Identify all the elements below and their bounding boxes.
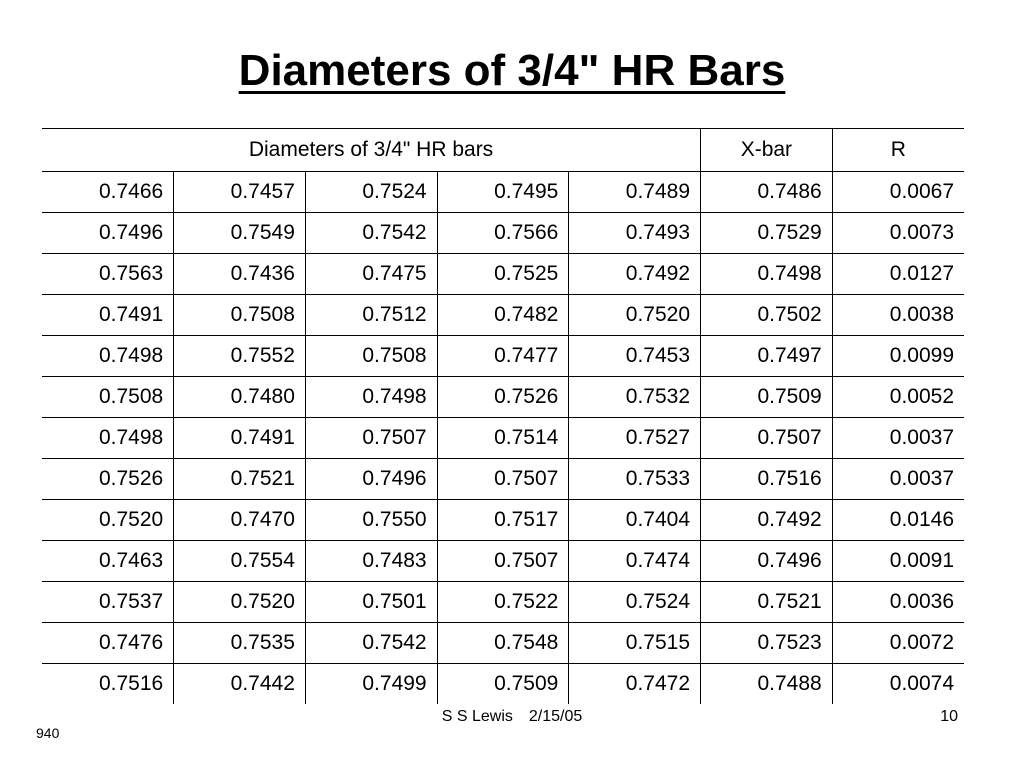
x-bar-cell: 0.7498 (701, 254, 833, 295)
x-bar-cell: 0.7521 (701, 582, 833, 623)
diameter-cell: 0.7480 (174, 377, 306, 418)
diameter-cell: 0.7552 (174, 336, 306, 377)
diameter-cell: 0.7466 (42, 172, 174, 213)
diameter-cell: 0.7477 (437, 336, 569, 377)
range-cell: 0.0073 (832, 213, 964, 254)
table-row (42, 459, 964, 500)
diameter-cell: 0.7491 (174, 418, 306, 459)
diameter-cell: 0.7476 (42, 623, 174, 664)
diameter-cell: 0.7516 (98, 672, 164, 695)
diameter-cell: 0.7474 (569, 541, 701, 582)
table-row (42, 541, 964, 582)
diameter-cell: 0.7563 (42, 254, 174, 295)
range-cell: 0.0036 (832, 582, 964, 623)
diameter-cell: 0.7533 (569, 459, 701, 500)
diameter-cell: 0.7515 (569, 623, 701, 664)
header-r: R (832, 129, 964, 172)
diameter-cell: 0.7507 (305, 418, 437, 459)
diameter-cell: 0.7508 (42, 377, 174, 418)
diameter-cell: 0.7524 (569, 582, 701, 623)
footer-date: 2/15/05 (528, 708, 583, 725)
diameter-cell: 0.7436 (174, 254, 306, 295)
diameter-cell: 0.7522 (437, 582, 569, 623)
table-row (42, 418, 964, 459)
diameter-cell: 0.7517 (437, 500, 569, 541)
diameter-cell: 0.7498 (42, 336, 174, 377)
slide-footer (0, 708, 1024, 726)
table-body (42, 172, 964, 705)
diameter-cell: 0.7496 (305, 459, 437, 500)
diameters-table (42, 128, 964, 704)
range-cell: 0.0091 (832, 541, 964, 582)
x-bar-cell: 0.7492 (701, 500, 833, 541)
range-cell: 0.0099 (832, 336, 964, 377)
header-x-bar: X-bar (701, 129, 833, 172)
diameter-cell: 0.7507 (437, 459, 569, 500)
x-bar-cell: 0.7488 (701, 664, 833, 705)
table-row (42, 500, 964, 541)
table-row (42, 172, 964, 213)
diameter-cell: 0.7535 (174, 623, 306, 664)
diameter-cell: 0.7491 (42, 295, 174, 336)
diameter-cell: 0.7525 (437, 254, 569, 295)
diameter-cell: 0.7404 (569, 500, 701, 541)
diameter-cell: 0.7508 (174, 295, 306, 336)
diameter-cell: 0.7527 (569, 418, 701, 459)
diameter-cell: 0.7514 (437, 418, 569, 459)
diameter-cell: 0.7475 (305, 254, 437, 295)
range-cell: 0.0037 (832, 418, 964, 459)
diameter-cell: 0.7554 (174, 541, 306, 582)
range-cell: 0.0067 (832, 172, 964, 213)
slide-title: Diameters of 3/4" HR Bars (238, 46, 786, 95)
diameter-cell: 0.7512 (305, 295, 437, 336)
diameter-cell: 0.7532 (569, 377, 701, 418)
x-bar-cell: 0.7486 (701, 172, 833, 213)
diameter-cell: 0.7495 (437, 172, 569, 213)
table-row (42, 623, 964, 664)
table-row (42, 336, 964, 377)
diameter-cell: 0.7492 (569, 254, 701, 295)
x-bar-cell: 0.7529 (701, 213, 833, 254)
diameter-cell: 0.7526 (437, 377, 569, 418)
diameter-cell: 0.7542 (305, 623, 437, 664)
x-bar-cell: 0.7509 (701, 377, 833, 418)
diameter-cell: 0.7470 (174, 500, 306, 541)
diameter-cell: 0.7542 (305, 213, 437, 254)
x-bar-cell: 0.7497 (701, 336, 833, 377)
diameter-cell: 0.7457 (174, 172, 306, 213)
diameter-cell: 0.7548 (437, 623, 569, 664)
diameter-cell: 0.7508 (305, 336, 437, 377)
slide-title-wrap (0, 46, 1024, 96)
range-cell: 0.0038 (832, 295, 964, 336)
x-bar-cell: 0.7516 (701, 459, 833, 500)
diameter-cell: 0.7498 (42, 418, 174, 459)
range-cell: 0.0146 (832, 500, 964, 541)
table-row (42, 582, 964, 623)
range-cell: 0.0052 (832, 377, 964, 418)
table-row (42, 664, 964, 705)
diameter-cell: 0.7520 (174, 582, 306, 623)
table-row (42, 295, 964, 336)
table-row (42, 377, 964, 418)
diameter-cell: 0.7520 (569, 295, 701, 336)
diameter-cell: 0.7566 (437, 213, 569, 254)
diameter-cell: 0.7549 (174, 213, 306, 254)
diameter-cell: 0.7499 (305, 664, 437, 705)
x-bar-cell: 0.7507 (701, 418, 833, 459)
x-bar-cell: 0.7523 (701, 623, 833, 664)
range-cell: 0.0072 (832, 623, 964, 664)
diameter-cell: 0.7472 (569, 664, 701, 705)
table-row (42, 254, 964, 295)
diameter-cell: 0.7489 (569, 172, 701, 213)
diameter-cell: 0.7453 (569, 336, 701, 377)
diameter-cell: 0.7526 (42, 459, 174, 500)
diameter-cell: 0.7501 (305, 582, 437, 623)
diameter-cell: 0.7483 (305, 541, 437, 582)
x-bar-cell: 0.7496 (701, 541, 833, 582)
x-bar-cell: 0.7502 (701, 295, 833, 336)
diameter-cell: 0.7496 (42, 213, 174, 254)
diameter-cell: 0.7520 (42, 500, 174, 541)
header-diameters: Diameters of 3/4" HR bars (42, 129, 701, 172)
diameter-cell: 0.7509 (437, 664, 569, 705)
diameter-cell: 0.7550 (305, 500, 437, 541)
diameter-cell: 0.7521 (174, 459, 306, 500)
table-header-row (42, 129, 964, 172)
diameter-cell: 0.7442 (174, 664, 306, 705)
range-cell: 0.0037 (832, 459, 964, 500)
diameter-cell: 0.7537 (42, 582, 174, 623)
diameter-cell: 0.7498 (305, 377, 437, 418)
footer-author: S S Lewis (441, 708, 513, 725)
diameter-cell: 0.7507 (437, 541, 569, 582)
diameter-cell: 0.7493 (569, 213, 701, 254)
table-row (42, 213, 964, 254)
page-number: 10 (940, 708, 958, 725)
diameter-cell: 0.7463 (42, 541, 174, 582)
slide-id: 940 (36, 725, 60, 741)
range-cell: 0.0074 (832, 664, 964, 705)
diameter-cell: 0.7524 (305, 172, 437, 213)
diameter-cell: 0.7482 (437, 295, 569, 336)
range-cell: 0.0127 (832, 254, 964, 295)
